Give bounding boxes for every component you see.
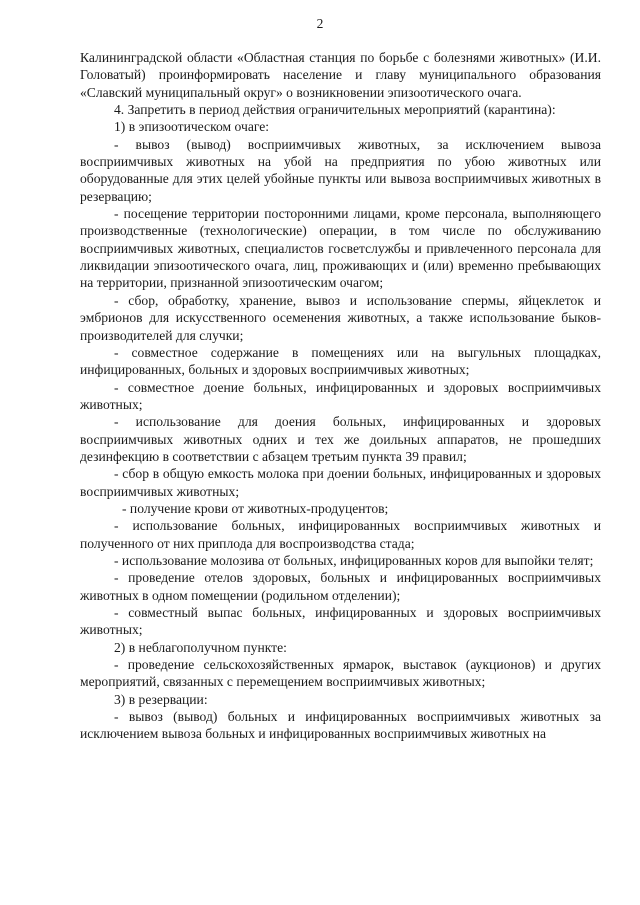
list-item: - получение крови от животных-продуцентов; <box>122 500 389 516</box>
list-item: - совместное доение больных, инфицированных и здоровых восприимчивых животных; <box>80 379 601 412</box>
list-item: - использование больных, инфицированных восприимчивых животных и полученного от них приплода для воспроизводства стада; <box>80 518 601 551</box>
subheading-reservation: 3) в резервации: <box>114 691 208 707</box>
list-item: - вывоз (вывод) восприимчивых животных, за исключением вывоза восприимчивых животных на убой на предприятия по убою животных или оборудованные для этих целей убойные пункты или вывоза восприимчивых животных в резервацию; <box>80 136 601 204</box>
paragraph-item-4: 4. Запретить в период действия ограничительных мероприятий (карантина): <box>114 102 556 118</box>
paragraph-intro: Калининградской области «Областная станция по борьбе с болезнями животных» (И.И. Головатый) проинформировать население и главу муниципального образования «Славский муниципальный округ» о возникновении эпизоотического очага. <box>80 50 601 100</box>
list-item: - совместное содержание в помещениях или на выгульных площадках, инфицированных, больных и здоровых восприимчивых животных; <box>80 344 601 378</box>
list-item: - проведение сельскохозяйственных ярмарок, выставок (аукционов) и других мероприятий, связанных с перемещением восприимчивых животных; <box>80 657 601 690</box>
list-item: - проведение отелов здоровых, больных и инфицированных восприимчивых животных в одном помещении (родильном отделении); <box>80 570 601 603</box>
list-item: - совместный выпас больных, инфицированных и здоровых восприимчивых животных; <box>80 605 601 638</box>
subheading-unfavorable-point: 2) в неблагополучном пункте: <box>114 639 287 655</box>
document-body <box>80 49 601 743</box>
list-item: - вывоз (вывод) больных и инфицированных восприимчивых животных за исключением вывоза больных и инфицированных восприимчивых животных на <box>80 709 601 742</box>
subheading-epizootic-focus: 1) в эпизоотическом очаге: <box>114 119 270 135</box>
list-item: - использование для доения больных, инфицированных и здоровых восприимчивых животных одних и тех же доильных аппаратов, не прошедших дезинфекцию в соответствии с абзацем третьим пункта 39 правил; <box>80 414 601 464</box>
list-item: - сбор, обработку, хранение, вывоз и использование спермы, яйцеклеток и эмбрионов для искусственного осеменения животных, а также использование быков-производителей для случки; <box>80 292 601 343</box>
list-item: - использование молозива от больных, инфицированных коров для выпойки телят; <box>114 552 594 568</box>
page-number: 2 <box>316 16 324 31</box>
list-item: - посещение территории посторонними лицами, кроме персонала, выполняющего производственные (технологические) операции, в том числе по обслуживанию восприимчивых животных, специалистов госветслужбы и привлеченного персонала для ликвидации эпизоотического очага, лиц, проживающих и (или) временно пребывающих на территории, признанной эпизоотическим очагом; <box>80 206 601 291</box>
list-item: - сбор в общую емкость молока при доении больных, инфицированных и здоровых восприимчивых животных; <box>80 466 601 499</box>
